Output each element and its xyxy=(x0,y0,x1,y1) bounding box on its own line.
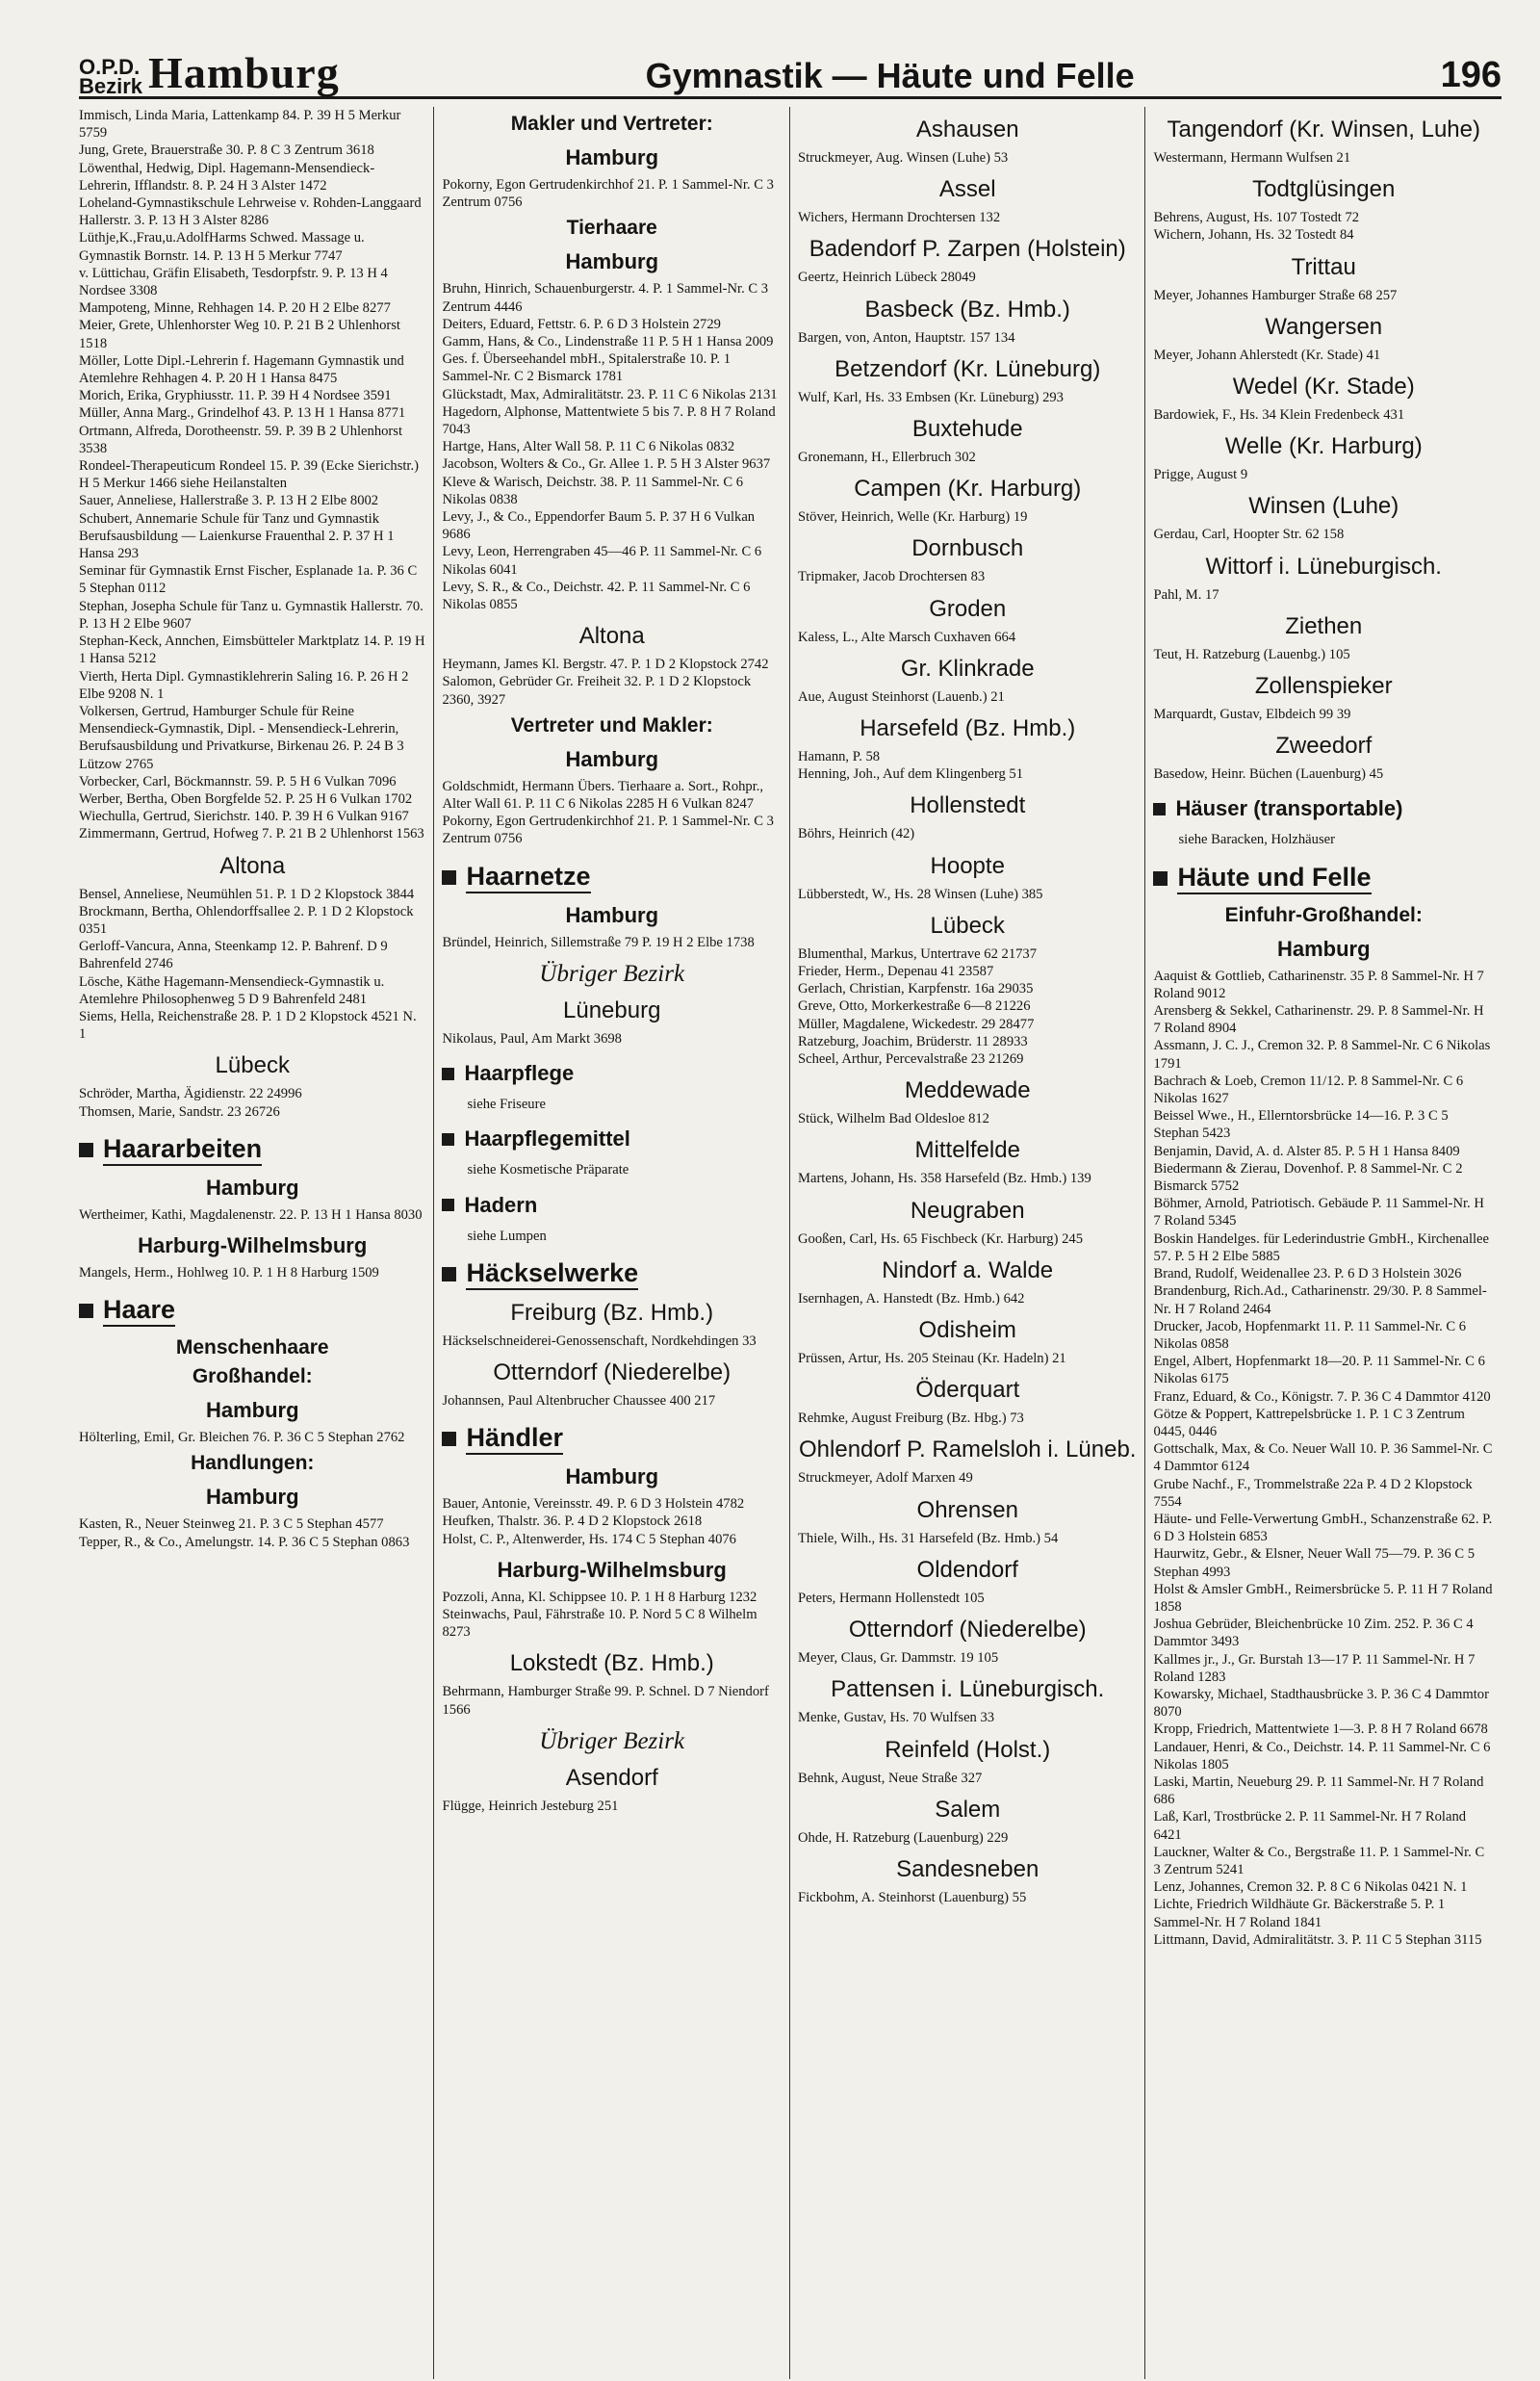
directory-entry: Heymann, James Kl. Bergstr. 47. P. 1 D 2 Klopstock 2742 xyxy=(442,657,769,673)
entries-list xyxy=(442,1683,782,1718)
directory-entry: Biedermann & Zierau, Dovenhof. P. 8 Sammel-Nr. C 2 Bismarck 5752 xyxy=(1153,1160,1463,1195)
place-heading: Assel xyxy=(938,176,996,203)
place-heading: Hamburg xyxy=(565,145,659,169)
header-left xyxy=(79,50,340,96)
section-title: Haarpflege xyxy=(464,1061,575,1086)
directory-entry: Levy, Leon, Herrengraben 45—46 P. 11 Sammel-Nr. C 6 Nikolas 6041 xyxy=(442,544,762,578)
directory-entry: Hartge, Hans, Alter Wall 58. P. 11 C 6 Nikolas 0832 xyxy=(442,439,735,455)
directory-entry: Schröder, Martha, Ägidienstr. 22 24996 xyxy=(79,1086,302,1102)
place-heading: Campen (Kr. Harburg) xyxy=(854,476,1082,503)
region-heading: Übriger Bezirk xyxy=(539,1727,685,1754)
place-heading: Winsen (Luhe) xyxy=(1248,493,1399,520)
bezirk-label: Bezirk xyxy=(79,74,143,98)
directory-entry: Henning, Joh., Auf dem Klingenberg 51 xyxy=(797,766,1023,783)
directory-entry: Lauckner, Walter & Co., Bergstraße 11. P. 1 Sammel-Nr. C 3 Zentrum 5241 xyxy=(1153,1844,1485,1877)
directory-entry: Meyer, Claus, Gr. Dammstr. 19 105 xyxy=(797,1650,999,1667)
column-2 xyxy=(434,107,790,2379)
directory-entry: Pozzoli, Anna, Kl. Schippsee 10. P. 1 H 8 Harburg 1232 xyxy=(442,1589,757,1605)
district-label xyxy=(79,55,143,98)
directory-entry: Isernhagen, A. Hanstedt (Bz. Hmb.) 642 xyxy=(797,1290,1025,1307)
directory-entry: Wiechulla, Gertrud, Sierichstr. 140. P. 39 H 6 Vulkan 9167 xyxy=(79,809,409,825)
place-heading: Todtglüsingen xyxy=(1252,176,1396,203)
entries-list xyxy=(79,1264,425,1281)
place-heading: Zweedorf xyxy=(1275,733,1373,760)
directory-entry: Holst & Amsler GmbH., Reimersbrücke 5. P. 11 H 7 Roland 1858 xyxy=(1153,1581,1493,1615)
directory-entry: Lübberstedt, W., Hs. 28 Winsen (Luhe) 385 xyxy=(797,886,1043,902)
directory-entry: Prigge, August 9 xyxy=(1153,467,1248,483)
directory-entry: Lösche, Käthe Hagemann-Mensendieck-Gymnastik u. Atemlehre Philosophenweg 5 D 9 Bahrenfeld 2481 xyxy=(79,973,385,1007)
directory-entry: Martens, Johann, Hs. 358 Harsefeld (Bz. Hmb.) 139 xyxy=(797,1171,1091,1187)
directory-entry: Häute- und Felle-Verwertung GmbH., Schanzenstraße 62. P. 6 D 3 Holstein 6853 xyxy=(1153,1511,1493,1545)
section-heading xyxy=(1153,796,1494,821)
entries-list xyxy=(79,1206,425,1224)
entries-list xyxy=(442,1392,782,1410)
directory-entry: Beissel Wwe., H., Ellerntorsbrücke 14—16. P. 3 C 5 Stephan 5423 xyxy=(1153,1108,1449,1142)
directory-entry: Pahl, M. 17 xyxy=(1153,586,1219,603)
entries-list xyxy=(442,934,782,951)
directory-entry: Mangels, Herm., Hohlweg 10. P. 1 H 8 Harburg 1509 xyxy=(79,1264,379,1281)
directory-entry: Hamann, P. 58 xyxy=(797,749,881,765)
directory-entry: Fickbohm, A. Steinhorst (Lauenburg) 55 xyxy=(797,1889,1027,1905)
directory-entry: Greve, Otto, Morkerkestraße 6—8 21226 xyxy=(797,998,1031,1015)
entries-list xyxy=(79,1085,425,1120)
section-bullet xyxy=(79,1143,93,1157)
directory-entry: Gerlach, Christian, Karpfenstr. 16a 29035 xyxy=(797,981,1034,997)
directory-entry: Gottschalk, Max, & Co. Neuer Wall 10. P. 36 Sammel-Nr. C 4 Dammtor 6124 xyxy=(1153,1441,1493,1475)
directory-entry: Jung, Grete, Brauerstraße 30. P. 8 C 3 Zentrum 3618 xyxy=(79,142,374,159)
directory-entry: Laß, Karl, Trostbrücke 2. P. 11 Sammel-Nr. H 7 Roland 6421 xyxy=(1153,1809,1467,1843)
directory-entry: Möller, Lotte Dipl.-Lehrerin f. Hagemann Gymnastik und Atemlehre Rehhagen 4. P. 20 H 1 Hansa 8475 xyxy=(79,352,404,387)
directory-entry: Basedow, Heinr. Büchen (Lauenburg) 45 xyxy=(1153,766,1384,783)
place-blocks xyxy=(798,116,1138,1906)
section-bullet xyxy=(1153,803,1166,815)
directory-entry: Mampoteng, Minne, Rehhagen 14. P. 20 H 2 Elbe 8277 xyxy=(79,300,391,317)
directory-entry: Hölterling, Emil, Gr. Bleichen 76. P. 36 C 5 Stephan 2762 xyxy=(79,1430,405,1446)
place-heading: Meddewade xyxy=(904,1077,1031,1104)
directory-entry: Lenz, Johannes, Cremon 32. P. 8 C 6 Nikolas 0421 N. 1 xyxy=(1153,1879,1468,1896)
directory-entry: Vierth, Herta Dipl. Gymnastiklehrerin Saling 16. P. 26 H 2 Elbe 9208 N. 1 xyxy=(79,668,409,702)
directory-entry: Bruhn, Hinrich, Schauenburgerstr. 4. P. 1 Sammel-Nr. C 3 Zentrum 4446 xyxy=(442,281,769,315)
directory-entry: Gooßen, Carl, Hs. 65 Fischbeck (Kr. Harburg) 245 xyxy=(797,1230,1083,1247)
directory-entry: Loheland-Gymnastikschule Lehrweise v. Rohden-Langgaard Hallerstr. 3. P. 13 H 3 Alster 8286 xyxy=(79,195,422,229)
section-title: Haarnetze xyxy=(466,862,590,893)
section-title: Häckselwerke xyxy=(466,1258,638,1290)
directory-entry: Geertz, Heinrich Lübeck 28049 xyxy=(797,270,976,286)
directory-entry: Frieder, Herm., Depenau 41 23587 xyxy=(797,964,994,980)
directory-entry: Stephan-Keck, Annchen, Eimsbütteler Marktplatz 14. P. 19 H 1 Hansa 5212 xyxy=(79,634,425,667)
directory-entry: Assmann, J. C. J., Cremon 32. P. 8 Sammel-Nr. C 6 Nikolas 1791 xyxy=(1153,1038,1491,1072)
section-heading xyxy=(442,1061,782,1086)
directory-entry: Wichers, Hermann Drochtersen 132 xyxy=(797,210,1001,226)
place-heading: Sandesneben xyxy=(896,1855,1040,1882)
directory-entry: v. Lüttichau, Gräfin Elisabeth, Tesdorpfstr. 9. P. 13 H 4 Nordsee 3308 xyxy=(79,265,388,299)
city-title: Hamburg xyxy=(148,48,340,97)
place-heading: Ohrensen xyxy=(916,1496,1018,1523)
entries-list xyxy=(442,778,782,848)
entries-list xyxy=(442,1798,782,1815)
directory-entry: Behrens, August, Hs. 107 Tostedt 72 xyxy=(1153,210,1360,226)
directory-entry: Siems, Hella, Reichenstraße 28. P. 1 D 2 Klopstock 4521 N. 1 xyxy=(79,1008,417,1043)
place-blocks xyxy=(1153,116,1494,783)
section-title: Haarpflegemittel xyxy=(464,1126,630,1152)
place-heading: Lüneburg xyxy=(563,996,661,1023)
directory-entry: Arensberg & Sekkel, Catharinenstr. 29. P. 8 Sammel-Nr. H 7 Roland 8904 xyxy=(1153,1003,1484,1037)
directory-entry: Müller, Anna Marg., Grindelhof 43. P. 13 H 1 Hansa 8771 xyxy=(79,405,406,422)
place-heading: Ashausen xyxy=(915,116,1019,142)
place-heading: Otterndorf (Niederelbe) xyxy=(848,1617,1087,1643)
place-heading: Lübeck xyxy=(215,1052,290,1079)
directory-entry: Peters, Hermann Hollenstedt 105 xyxy=(797,1590,985,1606)
directory-entry: Lichte, Friedrich Wildhäute Gr. Bäckerstraße 5. P. 1 Sammel-Nr. H 7 Roland 1841 xyxy=(1153,1897,1446,1930)
place-heading: Welle (Kr. Harburg) xyxy=(1224,433,1423,460)
directory-entry: Kropp, Friedrich, Mattentwiete 1—3. P. 8 H 7 Roland 6678 xyxy=(1153,1721,1488,1738)
directory-entry: Gerloff-Vancura, Anna, Steenkamp 12. P. Bahrenf. D 9 Bahrenfeld 2746 xyxy=(79,939,388,972)
directory-entry: Jacobson, Wolters & Co., Gr. Allee 1. P. 5 H 3 Alster 9637 xyxy=(442,456,771,473)
cross-reference: siehe Baracken, Holzhäuser xyxy=(1178,832,1335,848)
directory-entry: Böhrs, Heinrich (42) xyxy=(797,826,915,842)
directory-entry: Bründel, Heinrich, Sillemstraße 79 P. 19 H 2 Elbe 1738 xyxy=(442,934,755,950)
directory-entry: Johannsen, Paul Altenbrucher Chaussee 400 217 xyxy=(442,1392,716,1409)
directory-entry: Kallmes jr., J., Gr. Burstah 13—17 P. 11 Sammel-Nr. H 7 Roland 1283 xyxy=(1153,1651,1476,1685)
directory-entry: Salomon, Gebrüder Gr. Freiheit 32. P. 1 D 2 Klopstock 2360, 3927 xyxy=(442,674,752,708)
section-bullet xyxy=(442,870,456,885)
directory-entry: Aaquist & Gottlieb, Catharinenstr. 35 P. 8 Sammel-Nr. H 7 Roland 9012 xyxy=(1153,968,1484,1001)
directory-entry: Stück, Wilhelm Bad Oldesloe 812 xyxy=(797,1111,989,1127)
subsection-heading: Einfuhr-Großhandel: xyxy=(1224,903,1423,926)
directory-entry: Ortmann, Alfreda, Dorotheenstr. 59. P. 39 B 2 Uhlenhorst 3538 xyxy=(79,423,403,456)
directory-entry: Deiters, Eduard, Fettstr. 6. P. 6 D 3 Holstein 2729 xyxy=(442,316,721,332)
place-heading: Freiburg (Bz. Hmb.) xyxy=(510,1299,714,1326)
directory-entry: Brand, Rudolf, Weidenallee 23. P. 6 D 3 Holstein 3026 xyxy=(1153,1266,1462,1282)
directory-entry: Bensel, Anneliese, Neumühlen 51. P. 1 D 2 Klopstock 3844 xyxy=(79,886,415,902)
directory-entry: Lüthje,K.,Frau,u.AdolfHarms Schwed. Massage u. Gymnastik Bornstr. 14. P. 13 H 5 Merkur 7747 xyxy=(79,230,365,264)
place-heading: Otterndorf (Niederelbe) xyxy=(493,1359,732,1385)
directory-entry: Haurwitz, Gebr., & Elsner, Neuer Wall 75—79. P. 36 C 5 Stephan 4993 xyxy=(1153,1546,1476,1580)
directory-entry: Volkersen, Gertrud, Hamburger Schule für Reine Mensendieck-Gymnastik, Dipl. - Mensendieck-Lehrerin, Berufsausbildung und Privatkurse, Birkenau 26. P. 24 B 3 Lützow 2765 xyxy=(79,703,404,772)
page-header xyxy=(79,33,1502,99)
directory-entry: Bardowiek, F., Hs. 34 Klein Fredenbeck 431 xyxy=(1153,407,1405,424)
place-heading: Hamburg xyxy=(205,1485,299,1510)
directory-entry: Glückstadt, Max, Admiralitätstr. 23. P. 11 C 6 Nikolas 2131 xyxy=(442,386,778,402)
directory-entry: Kasten, R., Neuer Steinweg 21. P. 3 C 5 Stephan 4577 xyxy=(79,1516,384,1533)
directory-entry: Seminar für Gymnastik Ernst Fischer, Esplanade 1a. P. 36 C 5 Stephan 0112 xyxy=(79,563,418,597)
section-heading xyxy=(442,1193,782,1218)
subsection-heading: Makler und Vertreter: xyxy=(510,113,713,135)
directory-entry: Drucker, Jacob, Hopfenmarkt 11. P. 11 Sammel-Nr. C 6 Nikolas 0858 xyxy=(1153,1318,1467,1352)
directory-entry: Steinwachs, Paul, Fährstraße 10. P. Nord 5 C 8 Wilhelm 8273 xyxy=(442,1606,757,1641)
section-heading xyxy=(79,1295,425,1327)
entries-list xyxy=(442,1495,782,1548)
place-heading: Gr. Klinkrade xyxy=(900,655,1035,682)
place-heading: Altona xyxy=(219,852,286,879)
cross-reference: siehe Friseure xyxy=(467,1097,546,1113)
directory-entry: Menke, Gustav, Hs. 70 Wulfsen 33 xyxy=(797,1710,995,1726)
entries-list xyxy=(442,1333,782,1350)
directory-entry: Ohde, H. Ratzeburg (Lauenburg) 229 xyxy=(797,1829,1009,1846)
place-heading: Tangendorf (Kr. Winsen, Luhe) xyxy=(1167,116,1480,142)
directory-entry: Marquardt, Gustav, Elbdeich 99 39 xyxy=(1153,707,1351,723)
section-bullet xyxy=(442,1068,454,1080)
subsection-heading: Großhandel: xyxy=(192,1365,313,1388)
place-heading: Hoopte xyxy=(930,852,1005,879)
directory-entry: Engel, Albert, Hopfenmarkt 18—20. P. 11 Sammel-Nr. C 6 Nikolas 6175 xyxy=(1153,1354,1485,1387)
place-heading: Hamburg xyxy=(205,1175,299,1200)
place-heading: Salem xyxy=(935,1796,1001,1823)
directory-entry: Zimmermann, Gertrud, Hofweg 7. P. 21 B 2 Uhlenhorst 1563 xyxy=(79,826,424,842)
directory-entry: Ges. f. Überseehandel mbH., Spitalerstraße 10. P. 1 Sammel-Nr. C 2 Bismarck 1781 xyxy=(442,351,731,385)
directory-entry: Levy, S. R., & Co., Deichstr. 42. P. 11 Sammel-Nr. C 6 Nikolas 0855 xyxy=(442,579,751,613)
entries-list xyxy=(79,107,425,843)
section-title: Häuser (transportable) xyxy=(1175,796,1403,821)
place-heading: Badendorf P. Zarpen (Holstein) xyxy=(808,236,1126,263)
directory-entry: Pokorny, Egon Gertrudenkirchhof 21. P. 1 Sammel-Nr. C 3 Zentrum 0756 xyxy=(442,177,774,211)
directory-entry: Werber, Bertha, Oben Borgfelde 52. P. 25 H 6 Vulkan 1702 xyxy=(79,790,413,807)
directory-entry: Kowarsky, Michael, Stadthausbrücke 3. P. 36 C 4 Dammtor 8070 xyxy=(1153,1686,1489,1721)
directory-entry: Vorbecker, Carl, Böckmannstr. 59. P. 5 H 6 Vulkan 7096 xyxy=(79,773,397,789)
directory-entry: Nikolaus, Paul, Am Markt 3698 xyxy=(442,1030,622,1047)
directory-entry: Brockmann, Bertha, Ohlendorffsallee 2. P. 1 D 2 Klopstock 0351 xyxy=(79,903,414,937)
directory-entry: Gerdau, Carl, Hoopter Str. 62 158 xyxy=(1153,527,1345,543)
section-heading xyxy=(442,862,782,893)
directory-entry: Bargen, von, Anton, Hauptstr. 157 134 xyxy=(797,329,1015,346)
directory-entry: Boskin Handelges. für Lederindustrie GmbH., Kirchenallee 57. P. 5 H 2 Elbe 5885 xyxy=(1153,1230,1490,1264)
directory-entry: Wulf, Karl, Hs. 33 Embsen (Kr. Lüneburg) 293 xyxy=(797,389,1064,405)
directory-entry: Bachrach & Loeb, Cremon 11/12. P. 8 Sammel-Nr. C 6 Nikolas 1627 xyxy=(1153,1073,1464,1107)
directory-entry: Blumenthal, Markus, Untertrave 62 21737 xyxy=(797,945,1038,962)
section-title: Händler xyxy=(466,1423,563,1455)
opd-label: O.P.D. xyxy=(79,55,141,79)
region-heading: Übriger Bezirk xyxy=(539,960,685,987)
place-heading: Hamburg xyxy=(565,746,659,771)
place-heading: Zollenspieker xyxy=(1254,673,1393,700)
place-heading: Mittelfelde xyxy=(914,1137,1020,1164)
directory-entry: Müller, Magdalene, Wickedestr. 29 28477 xyxy=(797,1016,1035,1032)
directory-entry: Littmann, David, Admiralitätstr. 3. P. 11 C 5 Stephan 3115 xyxy=(1153,1931,1482,1948)
place-heading: Asendorf xyxy=(565,1764,658,1791)
directory-entry: Behrmann, Hamburger Straße 99. P. Schnel. D 7 Niendorf 1566 xyxy=(442,1684,769,1718)
place-heading: Lokstedt (Bz. Hmb.) xyxy=(509,1650,714,1677)
column-4 xyxy=(1145,107,1502,2379)
place-heading: Harsefeld (Bz. Hmb.) xyxy=(860,715,1076,742)
directory-entry: Brandenburg, Rich.Ad., Catharinenstr. 29/30. P. 8 Sammel-Nr. H 7 Roland 2464 xyxy=(1153,1283,1487,1317)
section-title: Hadern xyxy=(464,1192,538,1217)
directory-entry: Morich, Erika, Gryphiusstr. 11. P. 39 H 4 Nordsee 3591 xyxy=(79,388,392,404)
directory-entry: Levy, J., & Co., Eppendorfer Baum 5. P. 37 H 6 Vulkan 9686 xyxy=(442,509,756,543)
section-title: Häute und Felle xyxy=(1177,863,1371,894)
directory-entry: Grube Nachf., F., Trommelstraße 22a P. 4 D 2 Klopstock 7554 xyxy=(1153,1476,1473,1510)
place-heading: Hollenstedt xyxy=(910,792,1026,819)
directory-entry: Rondeel-Therapeuticum Rondeel 15. P. 39 (Ecke Sierichstr.) H 5 Merkur 1466 siehe Heilanstalten xyxy=(79,458,419,492)
place-heading: Oldendorf xyxy=(916,1556,1018,1583)
page-title: Gymnastik — Häute und Felle xyxy=(645,56,1135,95)
directory-entry: Gamm, Hans, & Co., Lindenstraße 11 P. 5 H 1 Hansa 2009 xyxy=(442,334,774,350)
entries-list xyxy=(442,1030,782,1048)
entries-list xyxy=(442,1589,782,1642)
section-bullet xyxy=(79,1304,93,1318)
directory-entry: Benjamin, David, A. d. Alster 85. P. 5 H 1 Hansa 8409 xyxy=(1153,1143,1460,1159)
subsection-heading: Tierhaare xyxy=(566,217,657,240)
directory-entry: Thomsen, Marie, Sandstr. 23 26726 xyxy=(79,1103,280,1120)
directory-entry: Stöver, Heinrich, Welle (Kr. Harburg) 19 xyxy=(797,509,1028,526)
directory-entry: Pokorny, Egon Gertrudenkirchhof 21. P. 1 Sammel-Nr. C 3 Zentrum 0756 xyxy=(442,814,774,847)
section-title: Haare xyxy=(103,1295,175,1327)
directory-entry: Häckselschneiderei-Genossenschaft, Nordkehdingen 33 xyxy=(442,1333,757,1349)
place-heading: Hamburg xyxy=(1276,936,1371,961)
directory-entry: Hagedorn, Alphonse, Mattentwiete 5 bis 7. P. 8 H 7 Roland 7043 xyxy=(442,403,776,438)
directory-entry: Meyer, Johann Ahlerstedt (Kr. Stade) 41 xyxy=(1153,347,1381,363)
place-heading: Hamburg xyxy=(565,1464,659,1489)
directory-entry: Joshua Gebrüder, Bleichenbrücke 10 Zim. 252. P. 36 C 4 Dammtor 3493 xyxy=(1153,1617,1474,1650)
place-heading: Hamburg xyxy=(565,249,659,274)
directory-entry: Struckmeyer, Adolf Marxen 49 xyxy=(797,1470,973,1487)
place-heading: Hamburg xyxy=(205,1398,299,1423)
directory-entry: Wichern, Johann, Hs. 32 Tostedt 84 xyxy=(1153,227,1354,244)
cross-reference: siehe Lumpen xyxy=(467,1228,547,1244)
place-heading: Öderquart xyxy=(915,1377,1020,1404)
section-bullet xyxy=(442,1133,454,1146)
directory-entry: Sauer, Anneliese, Hallerstraße 3. P. 13 H 2 Elbe 8002 xyxy=(79,493,379,509)
directory-entry: Meyer, Johannes Hamburger Straße 68 257 xyxy=(1153,287,1398,303)
directory-entry: Immisch, Linda Maria, Lattenkamp 84. P. 39 H 5 Merkur 5759 xyxy=(79,108,401,142)
section-heading xyxy=(1153,863,1494,894)
place-heading: Betzendorf (Kr. Lüneburg) xyxy=(834,355,1101,382)
section-bullet xyxy=(442,1199,454,1211)
place-heading: Pattensen i. Lüneburgisch. xyxy=(831,1676,1105,1703)
place-heading: Wittorf i. Lüneburgisch. xyxy=(1205,553,1442,580)
entries-list xyxy=(442,656,782,709)
place-heading: Trittau xyxy=(1291,253,1356,280)
place-heading: Ohlendorf P. Ramelsloh i. Lüneb. xyxy=(799,1436,1137,1463)
directory-entry: Tripmaker, Jacob Drochtersen 83 xyxy=(797,569,986,585)
directory-entry: Rehmke, August Freiburg (Bz. Hbg.) 73 xyxy=(797,1410,1024,1427)
directory-entry: Behnk, August, Neue Straße 327 xyxy=(797,1770,983,1786)
directory-entry: Bauer, Antonie, Vereinsstr. 49. P. 6 D 3 Holstein 4782 xyxy=(442,1496,745,1513)
place-heading: Odisheim xyxy=(918,1317,1016,1344)
entries-list xyxy=(79,1515,425,1550)
directory-entry: Flügge, Heinrich Jesteburg 251 xyxy=(442,1798,619,1814)
directory-entry: Kleve & Warisch, Deichstr. 38. P. 11 Sammel-Nr. C 6 Nikolas 0838 xyxy=(442,474,744,507)
entries-list xyxy=(1153,968,1494,1949)
directory-entry: Heufken, Thalstr. 36. P. 4 D 2 Klopstock 2618 xyxy=(442,1514,703,1530)
place-heading: Dornbusch xyxy=(911,535,1024,562)
place-heading: Neugraben xyxy=(910,1197,1025,1224)
column-1 xyxy=(79,107,434,2379)
place-heading: Altona xyxy=(578,623,645,650)
entries-list xyxy=(79,886,425,1044)
directory-entry: Struckmeyer, Aug. Winsen (Luhe) 53 xyxy=(797,150,1009,166)
place-heading: Wangersen xyxy=(1265,313,1383,340)
section-heading xyxy=(79,1134,425,1166)
place-heading: Groden xyxy=(929,595,1007,622)
directory-entry: Gronemann, H., Ellerbruch 302 xyxy=(797,450,976,466)
directory-entry: Aue, August Steinhorst (Lauenb.) 21 xyxy=(797,688,1005,705)
directory-entry: Böhmer, Arnold, Patriotisch. Gebäude P. 11 Sammel-Nr. H 7 Roland 5345 xyxy=(1153,1196,1484,1229)
directory-entry: Teut, H. Ratzeburg (Lauenbg.) 105 xyxy=(1153,646,1350,662)
directory-entry: Wertheimer, Kathi, Magdalenenstr. 22. P. 13 H 1 Hansa 8030 xyxy=(79,1206,423,1223)
subsection-heading: Menschenhaare xyxy=(175,1336,329,1359)
directory-entry: Meier, Grete, Uhlenhorster Weg 10. P. 21 B 2 Uhlenhorst 1518 xyxy=(79,318,400,351)
section-bullet xyxy=(442,1267,456,1281)
directory-entry: Holst, C. P., Altenwerder, Hs. 174 C 5 Stephan 4076 xyxy=(442,1531,736,1547)
section-title: Haararbeiten xyxy=(103,1134,262,1166)
section-heading xyxy=(442,1258,782,1290)
place-heading: Harburg-Wilhelmsburg xyxy=(138,1232,368,1257)
place-heading: Buxtehude xyxy=(911,416,1023,443)
directory-entry: Franz, Eduard, & Co., Königstr. 7. P. 36 C 4 Dammtor 4120 xyxy=(1153,1388,1491,1405)
directory-entry: Stephan, Josepha Schule für Tanz u. Gymnastik Hallerstr. 70. P. 13 H 2 Elbe 9607 xyxy=(79,598,424,632)
section-bullet xyxy=(1153,871,1168,886)
columns xyxy=(79,107,1502,2379)
page-number: 196 xyxy=(1440,55,1502,95)
directory-entry: Thiele, Wilh., Hs. 31 Harsefeld (Bz. Hmb.) 54 xyxy=(797,1530,1059,1546)
column-3 xyxy=(790,107,1146,2379)
subsection-heading: Handlungen: xyxy=(191,1452,315,1475)
directory-entry: Löwenthal, Hedwig, Dipl. Hagemann-Mensendieck-Lehrerin, Ifflandstr. 8. P. 24 H 3 Alster 1472 xyxy=(79,160,375,194)
place-heading: Reinfeld (Holst.) xyxy=(885,1736,1051,1763)
place-heading: Lübeck xyxy=(930,912,1005,939)
cross-reference: siehe Kosmetische Präparate xyxy=(467,1162,629,1178)
place-heading: Nindorf a. Walde xyxy=(882,1256,1054,1283)
place-heading: Ziethen xyxy=(1285,612,1363,639)
place-heading: Harburg-Wilhelmsburg xyxy=(497,1557,727,1582)
subsection-heading: Vertreter und Makler: xyxy=(510,713,713,737)
directory-entry: Laski, Martin, Neueburg 29. P. 11 Sammel-Nr. H 7 Roland 686 xyxy=(1153,1773,1484,1808)
place-heading: Wedel (Kr. Stade) xyxy=(1232,374,1415,401)
directory-entry: Prüssen, Artur, Hs. 205 Steinau (Kr. Hadeln) 21 xyxy=(797,1351,1066,1367)
directory-entry: Scheel, Arthur, Percevalstraße 23 21269 xyxy=(797,1051,1024,1068)
directory-entry: Goldschmidt, Hermann Übers. Tierhaare a. Sort., Rohpr., Alter Wall 61. P. 11 C 6 Nikolas 2285 H 6 Vulkan 8247 xyxy=(442,778,764,813)
entries-list xyxy=(442,280,782,613)
directory-entry: Landauer, Henri, & Co., Deichstr. 14. P. 11 Sammel-Nr. C 6 Nikolas 1805 xyxy=(1153,1739,1491,1773)
directory-entry: Kaless, L., Alte Marsch Cuxhaven 664 xyxy=(797,629,1016,645)
place-heading: Hamburg xyxy=(565,902,659,927)
directory-entry: Westermann, Hermann Wulfsen 21 xyxy=(1153,150,1351,166)
entries-list xyxy=(442,176,782,211)
directory-entry: Ratzeburg, Joachim, Brüderstr. 11 28933 xyxy=(797,1033,1028,1049)
directory-entry: Schubert, Annemarie Schule für Tanz und Gymnastik Berufsausbildung — Laienkurse Frauenthal 2. P. 37 H 1 Hansa 293 xyxy=(79,510,395,562)
section-heading xyxy=(442,1423,782,1455)
section-heading xyxy=(442,1126,782,1152)
section-bullet xyxy=(442,1432,456,1446)
directory-entry: Tepper, R., & Co., Amelungstr. 14. P. 36 C 5 Stephan 0863 xyxy=(79,1534,410,1550)
entries-list xyxy=(79,1429,425,1446)
place-heading: Basbeck (Bz. Hmb.) xyxy=(864,296,1070,323)
directory-entry: Götze & Poppert, Kattrepelsbrücke 1. P. 1 C 3 Zentrum 0445, 0446 xyxy=(1153,1406,1465,1439)
